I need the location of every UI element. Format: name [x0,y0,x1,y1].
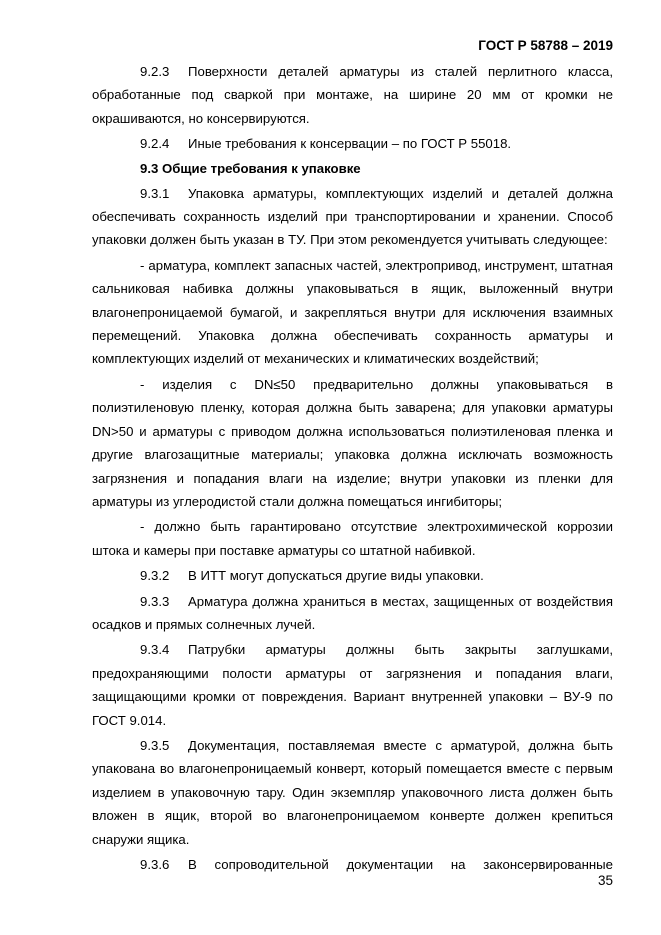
paragraph-text: - арматура, комплект запасных частей, электропривод, инструмент, штатная сальниковая набивка должны упаковываться в ящик, выложенный внутри влагонепроницаемой бумагой, и закрепляться внутри для исключения взаимных перемещений. Упаковка должна обеспечивать сохранность арматуры и комплектующих изделий от механических и климатических воздействий; [92,257,613,367]
paragraph-text: Документация, поставляемая вместе с арматурой, должна быть упакована во влагонепроницаемый конверт, который помещается вместе с первым изделием в упаковочную тару. Один экземпляр упаковочного листа должен быть вложен в ящик, второй во влагонепроницаемом конверте должен крепиться снаружи ящика. [92,737,613,847]
paragraph-text: В ИТТ могут допускаться другие виды упаковки. [188,568,484,584]
clause-number: 9.3.3 [140,593,170,609]
clause-number: 9.2.3 [140,64,170,79]
clause-number: 9.3.1 [140,185,170,201]
document-body [92,60,613,878]
document-header: ГОСТ Р 58788 – 2019 [478,38,613,53]
clause-number: 9.3.2 [140,568,170,584]
page-number: 35 [597,873,613,888]
paragraph-text: Иные требования к консервации – по ГОСТ Р 55018. [188,136,512,152]
paragraph-text: - должно быть гарантировано отсутствие электрохимической коррозии штока и камеры при поставке арматуры со штатной набивкой. [92,519,613,558]
clause-number: 9.3.4 [140,642,170,658]
clause-number: 9.2.4 [140,136,170,152]
paragraph-9-3-2 [92,564,613,587]
paragraph-9-2-4 [92,132,613,155]
paragraph-text: Арматура должна храниться в местах, защищенных от воздействия осадков и прямых солнечных лучей. [92,593,613,632]
list-item-packing [92,254,613,371]
paragraph-9-3-3 [92,590,613,637]
paragraph-9-3-5 [92,734,613,851]
section-heading-9-3: 9.3 Общие требования к упаковке [140,160,361,176]
paragraph-text: Патрубки арматуры должны быть закрыты заглушками, предохраняющими полости арматуры от загрязнения и попадания влаги, защищающими кромки от повреждения. Вариант внутренней упаковки – ВУ-9 по ГОСТ 9.014. [92,642,613,728]
clause-number: 9.3.5 [140,737,170,753]
paragraph-9-3-6 [92,853,613,876]
paragraph-9-2-3 [92,60,613,130]
paragraph-text: В сопроводительной документации на законсервированные [188,857,613,872]
paragraph-text: - изделия с DN≤50 предварительно должны упаковываться в полиэтиленовую пленку, которая должна быть заварена; для упаковки арматуры DN>50 и арматуры с приводом должна использоваться полиэтиленовая пленка и другие влагозащитные материалы; упаковка должна исключать возможность загрязнения и попадания влаги на изделие; внутри упаковки из пленки для арматуры из углеродистой стали должна помещаться ингибиторы; [92,376,613,509]
paragraph-9-3-1 [92,182,613,252]
clause-number: 9.3.6 [140,857,170,872]
list-item-dn50 [92,373,613,513]
paragraph-text: Упаковка арматуры, комплектующих изделий и деталей должна обеспечивать сохранность изделий при транспортировании и хранении. Способ упаковки должен быть указан в ТУ. При этом рекомендуется учитывать следующее: [92,185,613,248]
list-item-corrosion [92,515,613,562]
paragraph-9-3-4 [92,638,613,732]
paragraph-text: Поверхности деталей арматуры из сталей перлитного класса, обработанные под сваркой при монтаже, на ширине 20 мм от кромки не окрашиваются, но консервируются. [92,64,613,126]
